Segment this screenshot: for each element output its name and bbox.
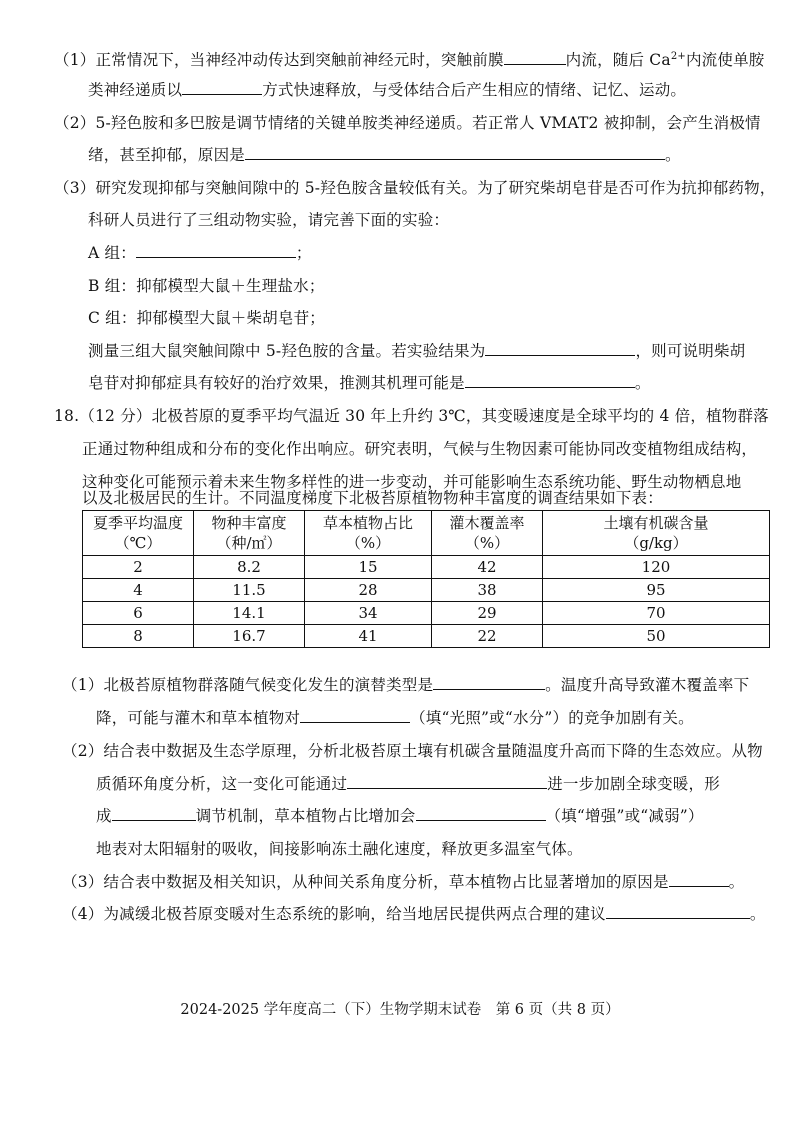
page-footer: 2024-2025 学年度高二（下）生物学期末试卷 第 6 页（共 8 页） bbox=[180, 1002, 620, 1018]
q18-2-line2: 质循环角度分析，这一变化可能通过 进一步加剧全球变暖，形 bbox=[96, 775, 720, 793]
table-cell: 41 bbox=[305, 625, 432, 648]
q18-1-line2: 降，可能与灌木和草本植物对 （填“光照”或“水分”）的竞争加剧有关。 bbox=[96, 709, 694, 727]
table-cell: 28 bbox=[305, 579, 432, 602]
q17-1-line2: 类神经递质以 方式快速释放，与受体结合后产生相应的情绪、记忆、运动。 bbox=[88, 81, 687, 99]
table-cell: 29 bbox=[432, 602, 543, 625]
q17-1-line1: （1）正常情况下，当神经冲动传达到突触前神经元时，突触前膜 内流，随后 $Ca^{2+}$内流使单胺 bbox=[54, 51, 765, 70]
survey-table bbox=[82, 510, 770, 648]
q17-3-line6: 测量三组大鼠突触间隙中 5-羟色胺的含量。若实验结果为 ，则可说明柴胡 bbox=[88, 342, 746, 360]
table-row bbox=[83, 579, 770, 602]
table-cell: 34 bbox=[305, 602, 432, 625]
table-cell: 38 bbox=[432, 579, 543, 602]
q17-3-line7: 皂苷对抑郁症具有较好的治疗效果，推测其机理可能是 。 bbox=[88, 374, 651, 392]
q18-3-line: （3）结合表中数据及相关知识，从种间关系角度分析，草本植物占比显著增加的原因是 。 bbox=[62, 873, 745, 891]
q18-2-line3: 成 调节机制，草本植物占比增加会 （填“增强”或“减弱”） bbox=[96, 807, 704, 825]
answer-blank[interactable] bbox=[347, 774, 547, 789]
answer-blank[interactable] bbox=[504, 50, 566, 65]
header-temperature: 夏季平均温度 （℃） bbox=[83, 511, 194, 556]
table-cell: 42 bbox=[432, 556, 543, 579]
answer-blank[interactable] bbox=[465, 373, 635, 388]
header-herb-ratio: 草本植物占比 （%） bbox=[305, 511, 432, 556]
question-number: 18. bbox=[54, 407, 80, 425]
table-cell: 50 bbox=[543, 625, 770, 648]
table-cell: 8.2 bbox=[194, 556, 305, 579]
header-species-richness: 物种丰富度 （种/㎡） bbox=[194, 511, 305, 556]
q18-intro-line1: 18.（12 分）北极苔原的夏季平均气温近 30 年上升约 3℃，其变暖速度是全球平均的 4 倍，植物群落 bbox=[54, 407, 769, 425]
table-row bbox=[83, 556, 770, 579]
q18-intro-line3: 这种变化可能预示着未来生物多样性的进一步变动，并可能影响生态系统功能、野生动物栖息地 bbox=[82, 473, 742, 491]
q18-4-line: （4）为减缓北极苔原变暖对生态系统的影响，给当地居民提供两点合理的建议 。 bbox=[62, 905, 766, 923]
header-soil-carbon: 土壤有机碳含量 （g/kg） bbox=[543, 511, 770, 556]
answer-blank[interactable] bbox=[300, 708, 410, 723]
q17-3-group-a: A 组： ； bbox=[88, 244, 312, 262]
answer-blank[interactable] bbox=[433, 675, 545, 690]
table-row bbox=[83, 625, 770, 648]
table-header-row bbox=[83, 511, 770, 556]
q18-intro-line4: 以及北极居民的生计。不同温度梯度下北极苔原植物物种丰富度的调查结果如下表： bbox=[82, 489, 663, 507]
table-row bbox=[83, 602, 770, 625]
q17-3-line1: （3）研究发现抑郁与突触间隙中的 5-羟色胺含量较低有关。为了研究柴胡皂苷是否可作为抗抑郁药物， bbox=[54, 179, 776, 197]
answer-blank[interactable] bbox=[182, 80, 262, 95]
table-cell: 4 bbox=[83, 579, 194, 602]
table-cell: 70 bbox=[543, 602, 770, 625]
q18-2-line4: 地表对太阳辐射的吸收，间接影响冻土融化速度，释放更多温室气体。 bbox=[96, 840, 583, 858]
q17-3-group-c: C 组：抑郁模型大鼠＋柴胡皂苷； bbox=[88, 309, 325, 327]
table-cell: 120 bbox=[543, 556, 770, 579]
answer-blank[interactable] bbox=[416, 806, 546, 821]
answer-blank[interactable] bbox=[112, 806, 196, 821]
table-cell: 22 bbox=[432, 625, 543, 648]
table-cell: 6 bbox=[83, 602, 194, 625]
table-cell: 16.7 bbox=[194, 625, 305, 648]
table-cell: 8 bbox=[83, 625, 194, 648]
header-shrub-cover: 灌木覆盖率 （%） bbox=[432, 511, 543, 556]
table-cell: 11.5 bbox=[194, 579, 305, 602]
q18-1-line1: （1）北极苔原植物群落随气候变化发生的演替类型是 。温度升高导致灌木覆盖率下 bbox=[62, 676, 750, 694]
table-cell: 14.1 bbox=[194, 602, 305, 625]
q17-2-line2: 绪，甚至抑郁，原因是 。 bbox=[88, 146, 681, 164]
table-cell: 15 bbox=[305, 556, 432, 579]
answer-blank[interactable] bbox=[485, 341, 635, 356]
q17-2-line1: （2）5-羟色胺和多巴胺是调节情绪的关键单胺类神经递质。若正常人 VMAT2 被抑制，会产生消极情 bbox=[54, 114, 761, 132]
answer-blank[interactable] bbox=[245, 145, 665, 160]
answer-blank[interactable] bbox=[669, 872, 729, 887]
answer-blank[interactable] bbox=[136, 243, 296, 258]
q17-3-line2: 科研人员进行了三组动物实验，请完善下面的实验： bbox=[88, 211, 450, 229]
q17-3-group-b: B 组：抑郁模型大鼠＋生理盐水； bbox=[88, 277, 325, 295]
answer-blank[interactable] bbox=[606, 904, 750, 919]
table-cell: 95 bbox=[543, 579, 770, 602]
q18-2-line1: （2）结合表中数据及生态学原理，分析北极苔原土壤有机碳含量随温度升高而下降的生态效应。从物 bbox=[62, 742, 763, 760]
table-cell: 2 bbox=[83, 556, 194, 579]
q18-intro-line2: 正通过物种组成和分布的变化作出响应。研究表明，气候与生物因素可能协同改变植物组成结构， bbox=[82, 440, 758, 458]
